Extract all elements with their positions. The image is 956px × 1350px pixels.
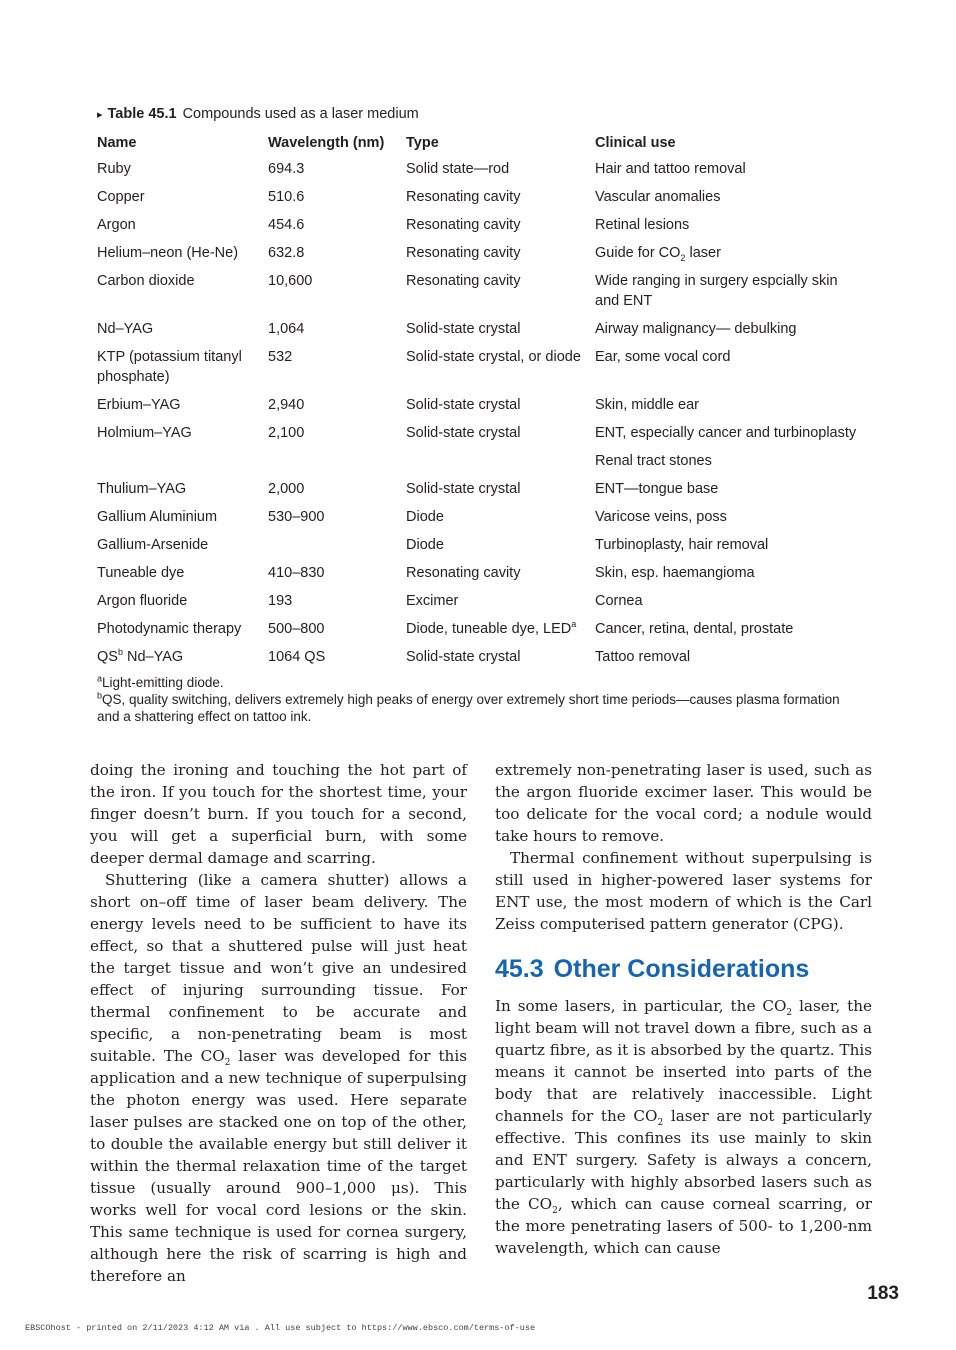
paragraph: extremely non-penetrating laser is used, such as the argon fluoride excimer laser. This would be too delicate for the vocal cord; a nodule would take hours to remove. [495,761,872,845]
cell-wavelength: 530–900 [268,509,325,525]
cell-type: Resonating cavity [406,565,521,581]
table-row [90,587,870,615]
cell-type: Resonating cavity [406,217,521,233]
cell-type: Solid-state crystal [406,425,521,441]
paragraph [495,995,872,1259]
paragraph: Thermal confinement without superpulsing is still used in higher-powered laser systems for ENT use, the most modern of which is the Carl Zeiss computerised pattern generator (CPG). [495,849,872,933]
table-row [90,475,870,503]
cell-name: Carbon dioxide [97,273,195,289]
cell-wavelength: 10,600 [268,273,313,289]
column-header-wavelength: Wavelength (nm) [268,135,385,151]
paragraph-text: Shuttering (like a camera shutter) allows a short on–off time of laser beam delivery. The energy levels need to be sufficient to have its effect, so that a shuttered pulse will just heat the target tissue and won’t give an undesired effect of injuring surrounding tissue. For thermal confinement to be accurate and specific, a non-penetrating beam is most suitable. The CO [90,871,467,1065]
cell-wavelength [261,447,399,475]
table-row [90,391,870,419]
table-header-row [90,131,870,155]
table-caption [97,106,419,122]
cell-name: Gallium Aluminium [97,509,218,525]
cell-type: Solid-state crystal [406,397,521,413]
footnote-mark-b: b [117,647,123,658]
cell-use: Retinal lesions [595,217,690,233]
subscript-2: 2 [680,252,686,263]
cell-wavelength: 2,100 [268,425,305,441]
cell-name: Helium–neon (He-Ne) [97,245,239,261]
table-row [90,155,870,183]
cell-name [90,643,261,671]
cell-wavelength: 532 [268,349,293,365]
paragraph [90,869,467,1287]
paragraph-text: laser, the light beam will not travel down a fibre, such as a quartz fibre, as it is absorbed by the quartz. This means it cannot be inserted into parts of the body that are relatively inaccessible. Light channels for the CO [495,997,872,1125]
cell-name-text: QS [97,649,118,665]
cell-name: Gallium-Arsenide [97,537,209,553]
cell-name: Tuneable dye [97,565,185,581]
cell-name: Nd–YAG [97,321,154,337]
cell-use: ENT, especially cancer and turbinoplasty [595,425,857,441]
cell-type: Resonating cavity [406,189,521,205]
cell-wavelength: 2,940 [268,397,305,413]
column-header-type: Type [406,135,439,151]
cell-type: Solid-state crystal [406,649,521,665]
cell-wavelength: 1,064 [268,321,305,337]
footnote-text: QS, quality switching, delivers extremely high peaks of energy over extremely short time periods—causes plasma formation and a shattering effect on tattoo ink. [97,692,840,724]
cell-type-text: Diode, tuneable dye, LED [406,621,572,637]
table-row [90,615,870,643]
cell-use: Vascular anomalies [595,189,721,205]
cell-use: Turbinoplasty, hair removal [595,537,769,553]
paragraph-text: laser was developed for this application and a new technique of superpulsing the photon energy was used. Here separate laser pulses are stacked one on top of the other, to double the available energy but still deliver it within the thermal relaxation time of the target tissue (usually around 900–1,000 μs). This works well for vocal cord lesions or the skin. This same technique is used for cornea surgery, although here the risk of scarring is high and therefore an [90,1047,467,1285]
column-header-clinical-use: Clinical use [595,135,676,151]
cell-wavelength: 500–800 [268,621,325,637]
cell-use: ENT—tongue base [595,481,719,497]
cell-use: Tattoo removal [595,649,691,665]
cell-name [90,447,261,475]
body-column-right [495,759,872,1259]
footnote-a [97,674,857,691]
table-row [90,643,870,671]
cell-wavelength: 454.6 [268,217,305,233]
cell-name: Copper [97,189,145,205]
cell-use: Skin, esp. haemangioma [595,565,755,581]
column-header-name: Name [97,135,137,151]
cell-name: Argon [97,217,136,233]
subscript-2: 2 [786,1008,793,1019]
table-row [90,211,870,239]
cell-name: Argon fluoride [97,593,188,609]
cell-name: Erbium–YAG [97,397,181,413]
cell-use: Hair and tattoo removal [595,161,746,177]
table-row [90,267,870,315]
cell-type [399,447,588,475]
print-footer: EBSCOhost - printed on 2/11/2023 4:12 AM via . All use subject to https://www.ebsco.com/terms-of-use [25,1323,536,1333]
table-row [90,447,870,475]
paragraph-text: In some lasers, in particular, the CO [495,997,787,1015]
cell-use-text-end: laser [685,245,721,261]
cell-type: Excimer [406,593,459,609]
body-column-left [90,759,467,1287]
subscript-2: 2 [224,1058,231,1069]
table-row [90,343,870,391]
page-number: 183 [867,1283,899,1304]
cell-type: Diode [406,537,444,553]
table-row [90,503,870,531]
cell-name-text-end: Nd–YAG [122,649,184,665]
cell-use: Renal tract stones [595,453,712,469]
table-number: Table 45.1 [107,106,177,122]
cell-type: Resonating cavity [406,273,521,289]
subscript-2: 2 [552,1206,558,1217]
cell-type: Solid-state crystal [406,321,521,337]
cell-name: Photodynamic therapy [97,621,242,637]
table-row [90,183,870,211]
cell-type: Diode [406,509,444,525]
cell-use [588,239,870,267]
cell-use: Cancer, retina, dental, prostate [595,621,794,637]
caption-marker: ▸ [97,109,103,121]
cell-name: Holmium–YAG [97,425,192,441]
footnote-mark: a [97,673,103,684]
section-title: Other Considerations [553,955,810,983]
table-row [90,531,870,559]
footnote-mark-a: a [571,619,577,630]
subscript-2: 2 [657,1118,664,1129]
table-footnotes [97,674,857,725]
cell-wavelength: 510.6 [268,189,305,205]
cell-wavelength: 694.3 [268,161,305,177]
paragraph-text: laser are not particularly effective. This confines its use mainly to skin and ENT surgery. Safety is always a concern, particularly with highly absorbed lasers such as the CO [495,1107,872,1213]
footnote-b [97,691,857,725]
cell-type: Resonating cavity [406,245,521,261]
cell-use: Skin, middle ear [595,397,699,413]
cell-use-text: Guide for CO [595,245,681,261]
cell-use: Varicose veins, poss [595,509,727,525]
paragraph-text: , which can cause corneal scarring, or the more penetrating lasers of 500- to 1,200-nm wavelength, which can cause [495,1195,872,1257]
section-heading [495,953,872,985]
cell-use: Wide ranging in surgery espcially skin and ENT [595,273,838,309]
table-row [90,315,870,343]
footnote-mark: b [97,690,103,701]
cell-type [399,615,588,643]
cell-name: Ruby [97,161,131,177]
cell-name: KTP (potassium titanyl phosphate) [97,349,242,385]
paragraph: doing the ironing and touching the hot part of the iron. If you touch for the shortest time, your finger doesn’t burn. If you touch for a second, you will get a superficial burn, with some deeper dermal damage and scarring. [90,761,467,867]
cell-wavelength: 1064 QS [268,649,326,665]
cell-wavelength: 2,000 [268,481,305,497]
cell-wavelength: 193 [268,593,293,609]
cell-wavelength [261,531,399,559]
table-row [90,239,870,267]
cell-name: Thulium–YAG [97,481,187,497]
cell-use: Cornea [595,593,643,609]
section-number: 45.3 [495,955,544,983]
table-row [90,559,870,587]
cell-use: Ear, some vocal cord [595,349,731,365]
cell-use: Airway malignancy— debulking [595,321,797,337]
footnote-text: Light-emitting diode. [102,675,224,690]
cell-wavelength: 410–830 [268,565,325,581]
cell-type: Solid-state crystal, or diode [406,349,581,365]
cell-type: Solid-state crystal [406,481,521,497]
laser-compounds-table [90,131,870,671]
table-row [90,419,870,447]
cell-wavelength: 632.8 [268,245,305,261]
cell-type: Solid state—rod [406,161,510,177]
table-caption-text: Compounds used as a laser medium [182,106,419,122]
